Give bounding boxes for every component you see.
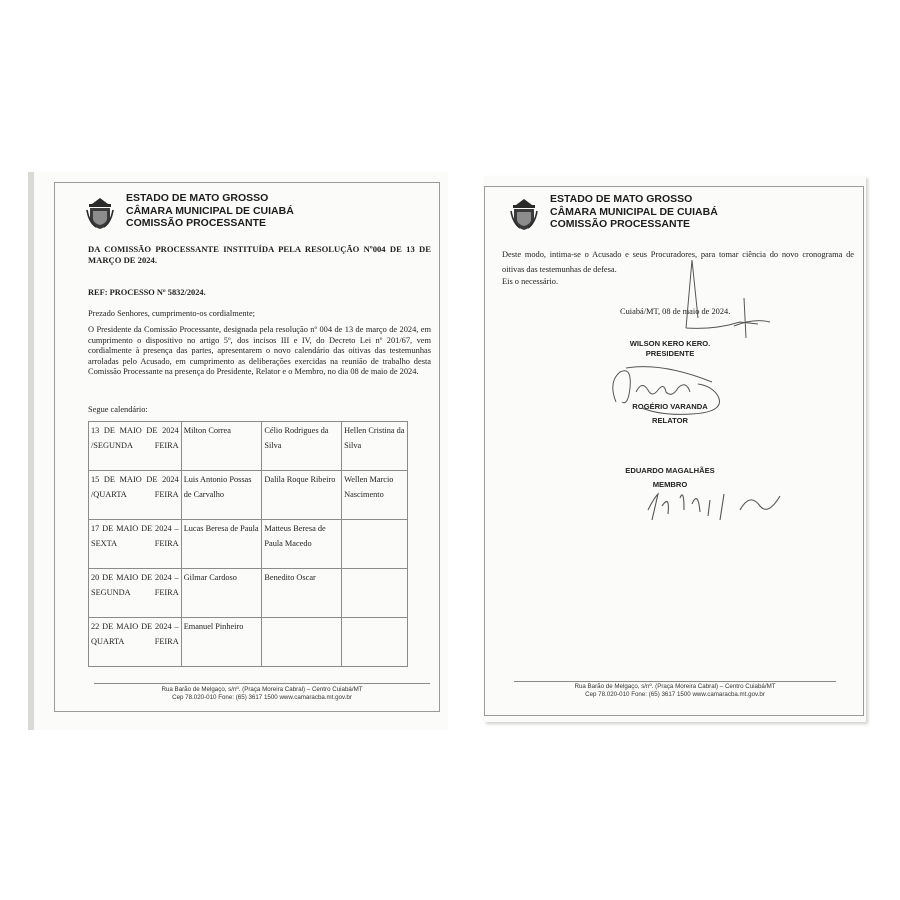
header-commission: COMISSÃO PROCESSANTE <box>550 218 691 230</box>
process-reference: REF: PROCESSO Nº 5832/2024. <box>88 288 206 297</box>
witness-cell <box>342 520 408 569</box>
witness-cell: Emanuel Pinheiro <box>181 618 262 667</box>
table-row <box>89 520 408 569</box>
witness-cell <box>262 618 342 667</box>
signatory-role: MEMBRO <box>652 480 688 489</box>
greeting: Prezado Senhores, cumprimento-os cordialmente; <box>88 309 255 318</box>
witness-cell: Dalila Roque Ribeiro <box>262 471 342 520</box>
handwritten-signature-rapporteur <box>602 362 742 422</box>
witness-cell: Lucas Beresa de Paula <box>181 520 262 569</box>
footer-address: Rua Barão de Melgaço, s/nº. (Praça Moreira Cabral) – Centro Cuiabá/MT <box>161 686 363 693</box>
witness-cell: Célio Rodrigues da Silva <box>262 422 342 471</box>
document-title: DA COMISSÃO PROCESSANTE INSTITUÍDA PELA RESOLUÇÃO Nº004 DE 13 DE MARÇO DE 2024. <box>88 244 431 265</box>
page-footer <box>514 683 836 698</box>
witness-cell: Benedito Oscar <box>262 569 342 618</box>
calendar-date: 15 DE MAIO DE 2024 /QUARTA FEIRA <box>89 471 182 520</box>
witness-cell: Milton Correa <box>181 422 262 471</box>
handwritten-signature-president <box>664 258 774 348</box>
calendar-date: 20 DE MAIO DE 2024 – SEGUNDA FEIRA <box>89 569 182 618</box>
signatory-name: EDUARDO MAGALHÃES <box>625 466 715 475</box>
header-commission: COMISSÃO PROCESSANTE <box>126 217 267 229</box>
closing-line: Eis o necessário. <box>502 277 559 286</box>
body-paragraph: O Presidente da Comissão Processante, designada pela resolução nº 004 de 13 de março de 2024, em cumprimento o dispositivo no artigo 5º, dos incisos III e IV, do Decreto Lei nº 201/67, vem cordialmente à presença das partes, apresentarem o novo calendário das oitivas das testemunhas arroladas pelo Acusado, em cumprimento as deliberações exercidas na reunião de trabalho desta Comissão Processante na presença do Presidente, Relator e o Membro, no dia 08 de maio de 2024. <box>88 325 431 376</box>
witness-cell: Hellen Cristina da Silva <box>342 422 408 471</box>
header-chamber: CÂMARA MUNICIPAL DE CUIABÁ <box>126 204 294 217</box>
coat-of-arms-icon <box>510 197 538 231</box>
document-page-1 <box>34 172 448 730</box>
footer-address: Rua Barão de Melgaço, s/nº. (Praça Moreira Cabral) – Centro Cuiabá/MT <box>574 683 776 690</box>
table-row <box>89 618 408 667</box>
signatory-role: RELATOR <box>652 416 688 425</box>
header-state: ESTADO DE MATO GROSSO <box>126 192 269 204</box>
footer-contact: Cep 78.020-010 Fone: (65) 3617 1500 www.camaracba.mt.gov.br <box>585 690 765 698</box>
witness-cell: Gilmar Cardoso <box>181 569 262 618</box>
witness-cell: Wellen Marcio Nascimento <box>342 471 408 520</box>
table-row <box>89 471 408 520</box>
table-row <box>89 422 408 471</box>
calendar-date: 17 DE MAIO DE 2024 – SEXTA FEIRA <box>89 520 182 569</box>
footer-contact: Cep 78.020-010 Fone: (65) 3617 1500 www.camaracba.mt.gov.br <box>172 693 352 701</box>
page-footer <box>94 686 430 701</box>
footer-divider <box>94 683 430 684</box>
table-row <box>89 569 408 618</box>
header-state: ESTADO DE MATO GROSSO <box>550 193 693 205</box>
calendar-date: 22 DE MAIO DE 2024 – QUARTA FEIRA <box>89 618 182 667</box>
signatory-role: PRESIDENTE <box>645 349 695 358</box>
document-page-2 <box>484 176 866 722</box>
hearing-calendar-table <box>88 421 408 667</box>
footer-divider <box>514 681 836 682</box>
place-and-date: Cuiabá/MT, 08 de maio de 2024. <box>620 307 731 316</box>
signatory-name: WILSON KERO KERO. <box>629 339 711 348</box>
calendar-intro: Segue calendário: <box>88 405 148 414</box>
handwritten-signature-member <box>640 480 790 524</box>
letterhead <box>86 192 294 230</box>
witness-cell: Luis Antonio Possas de Carvalho <box>181 471 262 520</box>
coat-of-arms-icon <box>86 196 114 230</box>
witness-cell <box>342 618 408 667</box>
witness-cell: Matteus Beresa de Paula Macedo <box>262 520 342 569</box>
calendar-date: 13 DE MAIO DE 2024 /SEGUNDA FEIRA <box>89 422 182 471</box>
notice-paragraph: Deste modo, intima-se o Acusado e seus Procuradores, para tomar ciência do novo cronograma de oitivas das testemunhas de defesa. <box>502 250 854 274</box>
header-chamber: CÂMARA MUNICIPAL DE CUIABÁ <box>550 205 718 218</box>
witness-cell <box>342 569 408 618</box>
letterhead <box>510 193 718 231</box>
signatory-name: ROGÉRIO VARANDA <box>632 402 708 411</box>
